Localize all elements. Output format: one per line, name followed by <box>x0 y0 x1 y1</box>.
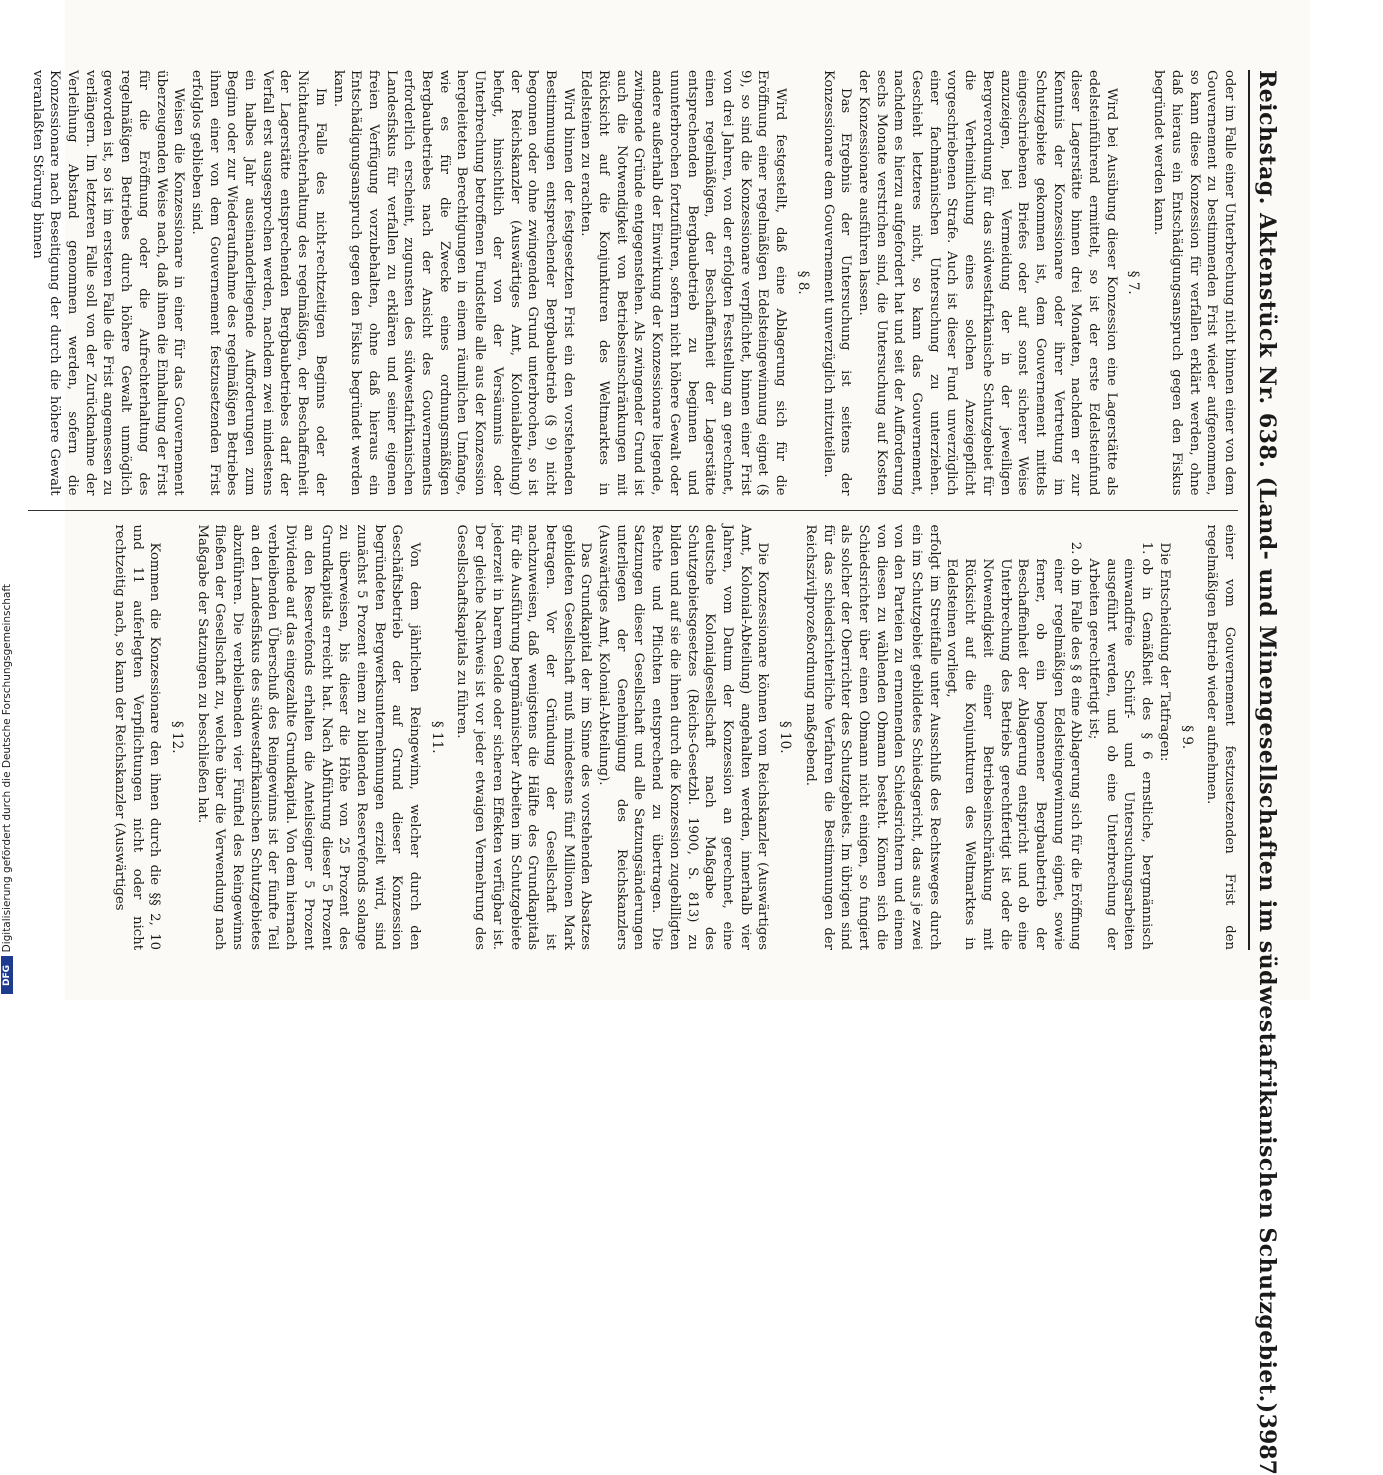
list-item: 2. ob im Falle des § 8 eine Ablagerung sich für die Eröffnung einer regelmäßigen Edelsteingewinnung eignet, sowie ferner, ob ein begonnener Bergbaubetrieb der Beschaffenheit der Ablagerung entspricht und ob eine Unterbrechung des Betriebs gerechtfertigt ist oder die Notwendigkeit einer Betriebseinschränkung mit Rücksicht auf die Konjunkturen des Weltmarktes in Edelsteinen vorliegt, <box>943 559 1085 951</box>
list-item: 1. ob in Gemäßheit des § 6 ernstliche, bergmännisch einwandfreie Schürf- und Untersuchungsarbeiten ausgeführt werden, und ob eine Unterbrechung der Arbeiten gerechtfertigt ist; <box>1084 559 1155 951</box>
page-number: 3987 <box>1254 1413 1280 1475</box>
paragraph: Kommen die Konzessionare den ihnen durch die §§ 2, 10 und 11 auferlegten Verpflichtungen nicht oder nicht rechtzeitig nach, so kann der Reichskanzler (Auswärtiges <box>111 524 163 950</box>
section-heading: § 12. <box>168 720 185 754</box>
paragraph: Wird bei Ausübung dieser Konzession eine Lagerstätte als edelsteinführend ermittelt, so ist der erste Edelsteinfund dieser Lagerstätte binnen drei Monaten, nachdem er zur Kenntnis der Konzessionare oder ihrer Vertretung im Schutzgebiete gekommen ist, dem Gouvernement mittels eingeschriebenen Briefes oder auf sonst sicherer Weise anzuzeigen, bei Vermeidung der in der jeweiligen Bergverordnung für das südwestafrikanische Schutzgebiet für die Verheimlichung eines solchen Anzeigepflicht vorgeschriebenen Strafe. Auch ist dieser Fund unverzüglich einer fachmännischen Untersuchung zu unterziehen. Geschieht letzteres nicht, so kann das Gouvernement, nachdem es hierzu aufgefordert hat und seit der Aufforderung sechs Monate verstrichen sind, die Untersuchung auf Kosten der Konzessionare ausführen lassen. <box>855 70 1119 496</box>
section-heading: § 9. <box>1178 725 1195 750</box>
paragraph: Die Konzessionare können vom Reichskanzler (Auswärtiges Amt, Kolonial-Abteilung) angehalten werden, innerhalb vier Jahren, vom Datum der Konzession an gerechnet, eine deutsche Kolonialgesellschaft nach Maßgabe des Schutzgebietsgesetzes (Reichs-Gesetzbl. 1900, S. 813) zu bilden und auf sie die ihnen durch die Konzession zugebilligten Rechte und Pflichten entsprechend zu übertragen. Die Satzungen dieser Gesellschaft und alle Satzungsänderungen unterliegen der Genehmigung des Reichskanzlers (Auswärtiges Amt, Kolonial-Abteilung). <box>596 524 771 950</box>
right-column <box>28 511 1238 951</box>
dfg-logo: DFG <box>1 956 13 994</box>
paragraph: erfolgt im Streitfalle unter Ausschluß des Rechtsweges durch ein im Schutzgebiet gebildetes Schiedsgericht, das aus je zwei von den Parteien zu ernennenden Schiedsrichtern und einem von diesen zu wählenden Obmann besteht. Können sich die Schiedsrichter über einen Obmann nicht einigen, so fungiert als solcher der Oberrichter des Schutzgebiets. Im übrigen sind für das schiedsrichterliche Verfahren die Bestimmungen der Reichszivilprozeßordnung maßgebend. <box>802 524 942 950</box>
paragraph: Die Entscheidung der Tatfragen: <box>1156 542 1172 762</box>
paragraph: Wird festgestellt, daß eine Ablagerung sich für die Eröffnung einer regelmäßigen Edelsteingewinnung eignet (§ 9), so sind die Konzessionare verpflichtet, binnen einer Frist von drei Jahren, von der erfolgten Feststellung an gerechnet, einen regelmäßigen, der Beschaffenheit der Lagerstätte entsprechenden Bergbaubetrieb zu beginnen und ununterbrochen fortzuführen, sofern nicht höhere Gewalt oder andere außerhalb der Einwirkung der Konzessionare liegende, zwingende Gründe entgegenstehen. Als zwingender Grund ist auch die Notwendigkeit von Betriebseinschränkungen mit Rücksicht auf die Konjunkturen des Weltmarktes in Edelsteinen zu erachten. <box>578 70 789 496</box>
paragraph: Wird binnen der festgesetzten Frist ein den vorstehenden Bestimmungen entsprechender Bergbaubetrieb (§ 9) nicht begonnen oder ohne zwingenden Grund unterbrochen, so ist der Reichskanzler (Auswärtiges Amt, Kolonialabteilung) befugt, hinsichtlich der von der Versäumnis oder Unterbrechung betroffenen Fundstelle alle aus der Konzession hergeleiteten Berechtigungen in einem räumlichen Umfange, wie es für die Zwecke eines ordnungsmäßigen Bergbaubetriebes nach der Ansicht des Gouvernements erforderlich erscheint, zugunsten des südwestafrikanischen Landesfiskus für verfallen zu erklären und seiner eigenen freien Verfügung vorzubehalten, ohne daß hieraus ein Entschädigungsanspruch gegen den Fiskus begründet werden kann. <box>330 70 576 496</box>
digitization-credit: Digitalisierung gefördert durch die Deutsche Forschungsgemeinschaft <box>1 583 13 952</box>
paragraph: oder im Falle einer Unterbrechung nicht binnen einer von dem Gouvernement zu bestimmenden Frist wieder aufgenommen, so kann diese Konzession für verfallen erklärt werden, ohne daß hieraus ein Entschädigungsanspruch gegen den Fiskus begründet werden kann. <box>1151 70 1237 496</box>
paragraph: Im Falle des nicht-rechtzeitigen Beginns oder der Nichtaufrechterhaltung des regelmäßigen, der Beschaffenheit der Lagerstätte entsprechenden Bergbaubetriebes darf der Verfall erst ausgesprochen werden, nachdem zwei mindestens ein halbes Jahr auseinanderliegende Aufforderungen zum Beginn oder zur Wiederaufnahme des regelmäßigen Betriebes ihnen einer von dem Gouvernement festzusetzenden Frist erfolglos geblieben sind. <box>188 70 328 496</box>
document-page <box>29 0 1310 1475</box>
paragraph: Das Ergebnis der Untersuchung ist seitens der Konzessionare dem Gouvernement unverzüglich mitzuteilen. <box>820 70 854 496</box>
section-heading: § 11. <box>428 720 445 754</box>
running-head: Reichstag. Aktenstück Nr. 638. (Land- und Minengesellschaften im südwestafrikanischen Schutzgebiet.) <box>1254 70 1280 1414</box>
section-heading: § 8. <box>794 270 811 295</box>
page-header <box>1248 70 1280 1475</box>
paragraph: Weisen die Konzessionare in einer für das Gouvernement überzeugenden Weise nach, daß ihnen die Einhaltung der Frist für die Eröffnung oder die Aufrechterhaltung des regelmäßigen Betriebes durch höhere Gewalt unmöglich geworden ist, so ist im ersteren Falle die Frist angemessen zu verlängern. Im letzteren Falle soll von der Zurücknahme der Verleihung Abstand genommen werden, sofern die Konzessionare nach Beseitigung der durch die höhere Gewalt veranlaßten Störung binnen <box>29 70 187 496</box>
text-columns <box>28 70 1238 950</box>
section-heading: § 7. <box>1125 270 1142 295</box>
section-heading: § 10. <box>777 720 794 754</box>
paragraph: Das Grundkapital der im Sinne des vorstehenden Absatzes gebildeten Gesellschaft muß mindestens fünf Millionen Mark betragen. Vor der Gründung der Gesellschaft ist nachzuweisen, daß wenigstens die Hälfte des Grundkapitals für die Ausführung bergmännischer Arbeiten im Schutzgebiete jederzeit in barem Gelde oder sicheren Effekten verfügbar ist. Der gleiche Nachweis ist vor jeder etwaigen Vermehrung des Gesellschaftskapitals zu führen. <box>454 524 594 950</box>
numbered-list <box>943 525 1155 951</box>
left-column <box>28 70 1238 510</box>
paragraph: einer vom Gouvernement festzusetzenden Frist den regelmäßigen Betrieb wieder aufnehmen. <box>1204 524 1237 950</box>
paragraph: Von dem jährlichen Reingewinn, welcher durch den Geschäftsbetrieb der auf Grund dieser Konzession begründeten Bergwerksunternehmungen erzielt wird, sind zunächst 5 Prozent einem zu bildenden Reservefonds solange zu überweisen, bis dieser die Höhe von 25 Prozent des Grundkapitals erreicht hat. Nach Abführung dieser 5 Prozent an den Reservefonds erhalten die Anteilseigner 5 Prozent Dividende auf das eingezahlte Grundkapital. Von dem hiernach verbleibenden Überschuß des Reingewinns ist der fünfte Teil an den Landesfiskus des südwestafrikanischen Schutzgebietes abzuführen. Die verbleibenden vier Fünftel des Reingewinns fließen der Gesellschaft zu, welche über die Verwendung nach Maßgabe der Satzungen zu beschließen hat. <box>194 524 423 950</box>
